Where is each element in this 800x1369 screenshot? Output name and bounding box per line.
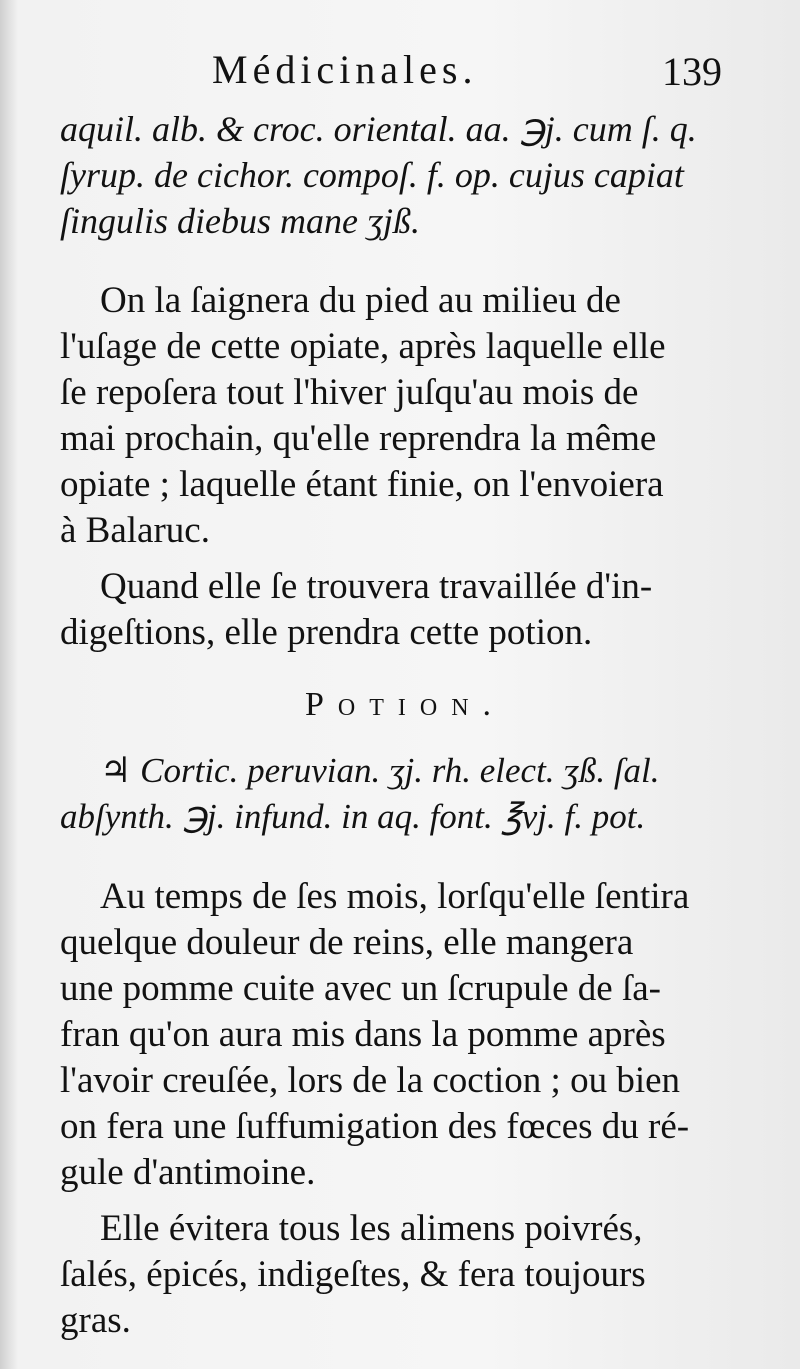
text-line: gule d'antimoine. xyxy=(60,1152,316,1193)
text-line: l'uſage de cette opiate, après laquelle elle xyxy=(60,326,666,367)
section-title: Potion. xyxy=(304,686,506,723)
recipe-line: ſyrup. de cichor. compoſ. f. op. cujus capiat xyxy=(60,155,684,195)
recipe-line: aquil. alb. & croc. oriental. aa. ℈j. cum ſ. q. xyxy=(60,109,697,149)
text-line: On la ſaignera du pied au milieu de xyxy=(100,280,621,321)
paragraph-menses xyxy=(60,874,750,1196)
opening-recipe xyxy=(60,106,750,244)
text-line: opiate ; laquelle étant finie, on l'envoiera xyxy=(60,464,664,505)
recipe-line: ſingulis diebus mane ʒjß. xyxy=(60,201,420,241)
text-line: l'avoir creuſée, lors de la coction ; ou bien xyxy=(60,1060,681,1101)
text-line: gras. xyxy=(60,1300,131,1341)
text-line: une pomme cuite avec un ſcrupule de ſa- xyxy=(60,968,661,1009)
text-line: quelque douleur de reins, elle mangera xyxy=(60,922,634,963)
paragraph-indigestion xyxy=(60,564,750,656)
paragraph-diet xyxy=(60,1206,750,1344)
potion-recipe xyxy=(60,748,750,840)
page-header xyxy=(60,46,750,106)
text-line: à Balaruc. xyxy=(60,510,210,551)
text-line: mai prochain, qu'elle reprendra la même xyxy=(60,418,657,459)
text-line: fran qu'on aura mis dans la pomme après xyxy=(60,1014,666,1055)
text-line: Quand elle ſe trouvera travaillée d'in- xyxy=(100,566,653,607)
page-number: 139 xyxy=(662,49,722,94)
text-line: on fera une ſuffumigation des fœces du ré- xyxy=(60,1106,690,1147)
text-line: Au temps de ſes mois, lorſqu'elle ſentira xyxy=(100,876,690,917)
paragraph-bloodletting xyxy=(60,278,750,554)
text-line: digeſtions, elle prendra cette potion. xyxy=(60,612,593,653)
recipe-line: abſynth. ℈j. infund. in aq. font. ℥vj. f. pot. xyxy=(60,797,646,836)
page-content xyxy=(60,46,750,1344)
recipe-line: ♃ Cortic. peruvian. ʒj. rh. elect. ʒß. ſal. xyxy=(100,751,660,790)
text-line: Elle évitera tous les alimens poivrés, xyxy=(100,1208,643,1249)
text-line: ſe repoſera tout l'hiver juſqu'au mois de xyxy=(60,372,639,413)
running-title: Médicinales. xyxy=(212,47,478,92)
text-line: ſalés, épicés, indigeſtes, & fera toujours xyxy=(60,1254,646,1295)
